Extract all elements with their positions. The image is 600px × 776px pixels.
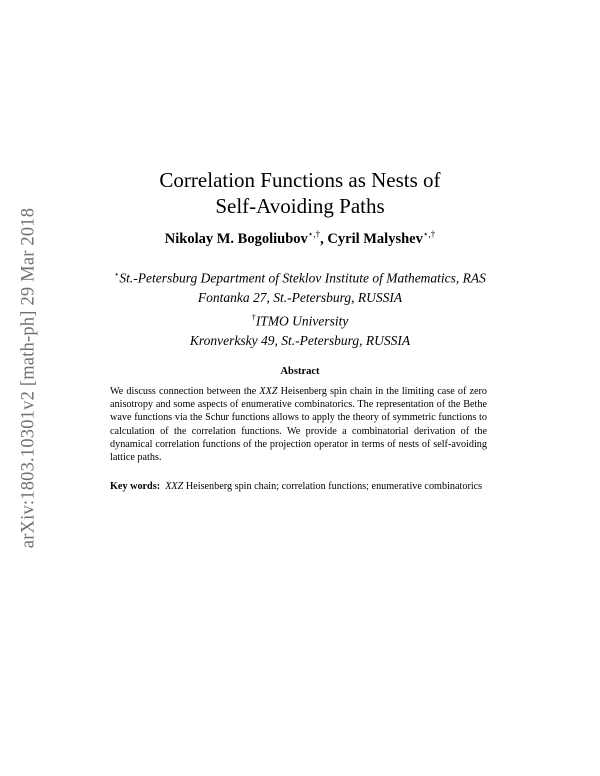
author-name: Nikolay M. Bogoliubov: [164, 230, 308, 247]
author-affiliation-marks: ⋆,†: [307, 229, 321, 239]
affiliation-line: Fontanka 27, St.-Petersburg, RUSSIA: [197, 290, 403, 305]
affiliation-line: ⋆St.-Petersburg Department of Steklov Institute of Mathematics, RAS: [114, 269, 486, 286]
keywords-label: Key words:: [110, 481, 161, 492]
abstract-body: We discuss connection between the XXZ Heisenberg spin chain in the limiting case of zero anisotropy and some aspects of enumerative combinatorics. The representation of the Bethe wave functions via the Schur functions allows to apply the theory of symmetric functions to calculation of the correlation functions. We provide a combinatorial derivation of the dynamical correlation functions of the projection operator in terms of nests of self-avoiding lattice paths.: [110, 386, 487, 464]
title-line-1: Correlation Functions as Nests of: [159, 168, 441, 192]
dagger-mark: †: [251, 311, 256, 322]
abstract-heading: Abstract: [280, 366, 320, 377]
arxiv-identifier[interactable]: arXiv:1803.10301v2 [math-ph] 29 Mar 2018: [18, 207, 39, 549]
affiliations: [60, 265, 540, 350]
author-affiliation-marks: ⋆,†: [422, 229, 436, 239]
star-mark: ⋆: [114, 269, 120, 279]
paper-title: [110, 167, 490, 219]
affiliation-line: Kronverksky 49, St.-Petersburg, RUSSIA: [189, 332, 411, 348]
author-list: [110, 229, 490, 248]
title-line-2: Self-Avoiding Paths: [215, 194, 385, 218]
keywords-text: Heisenberg spin chain; correlation functions; enumerative combinatorics: [183, 481, 483, 492]
model-name: XXZ: [259, 386, 278, 397]
keywords-model: XXZ: [165, 481, 184, 492]
author-name: Cyril Malyshev: [327, 230, 423, 247]
affiliation-line: †ITMO University: [251, 311, 349, 328]
author-separator: ,: [320, 230, 328, 247]
keywords: [110, 480, 487, 493]
